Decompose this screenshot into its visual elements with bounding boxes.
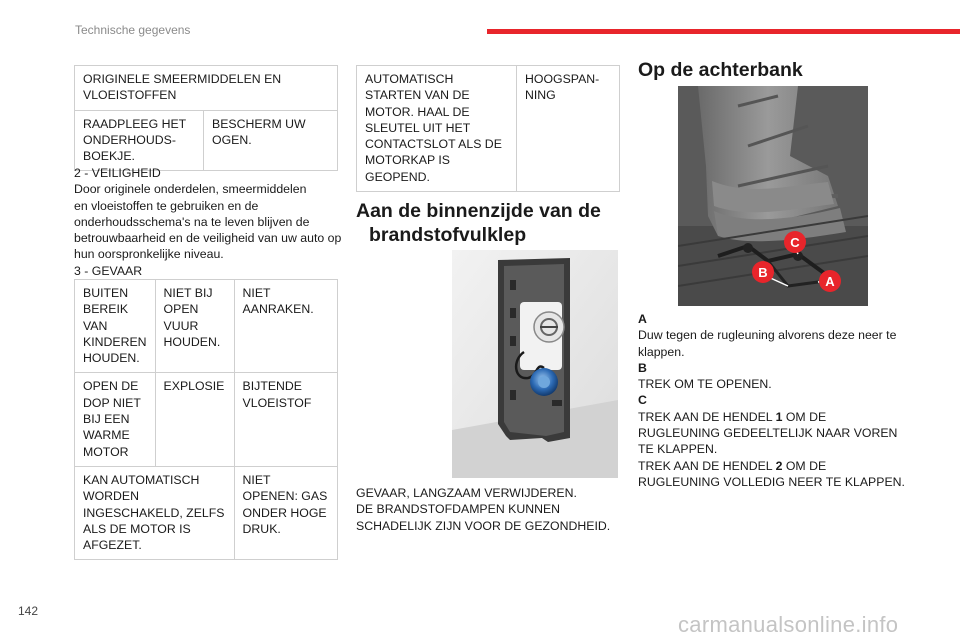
caption-line: DE BRANDSTOFDAMPEN KUNNEN [356, 502, 561, 517]
item-letter: C [638, 393, 647, 408]
lever-number: 1 [775, 409, 783, 424]
rear-seat-instructions [638, 311, 908, 490]
callout-a-label: A [825, 274, 835, 289]
header-accent-bar [487, 29, 960, 34]
rear-seat-svg [678, 86, 868, 306]
fuel-flap-illustration [452, 250, 618, 478]
lever-number: 2 [775, 458, 783, 473]
table-cell: NIET BIJ OPEN VUUR HOUDEN. [155, 280, 234, 373]
paragraph-line: onderhoudsschema's na te leven blijven de [74, 214, 310, 229]
page-number: 142 [18, 604, 39, 618]
table-cell: AUTOMATISCH STARTEN VAN DE MOTOR. HAAL DE SLEUTEL UIT HET CONTACTSLOT ALS DE MOTORKAP IS GEOPEND. [357, 66, 517, 192]
fuel-flap-svg [452, 250, 618, 478]
table-cell: NIET OPENEN: GAS ONDER HOGE DRUK. [234, 466, 337, 559]
paragraph-line: 3 - GEVAAR [74, 263, 143, 278]
section-header: Technische gegevens [75, 23, 191, 37]
item-text: OM DE [782, 458, 827, 473]
table-cell: BIJTENDE VLOEISTOF [234, 373, 337, 466]
table-cell: BUITEN BEREIK VAN KINDEREN HOUDEN. [75, 280, 156, 373]
item-letter: A [638, 312, 647, 326]
paragraph-line: 2 - VEILIGHEID [74, 166, 161, 180]
paragraph-line: hun oorspronkelijke niveau. [74, 247, 224, 262]
rear-seat-heading: Op de achterbank [638, 59, 803, 81]
paragraph-line: en vloeistoffen te gebruiken en de [74, 198, 259, 213]
paragraph-line: Door originele onderdelen, smeermiddelen [74, 182, 307, 197]
item-text: TREK AAN DE HENDEL [638, 409, 776, 424]
safety-paragraph [74, 165, 344, 279]
item-line: Duw tegen de rugleuning alvorens deze neer te [638, 328, 897, 343]
caption-line: GEVAAR, LANGZAAM VERWIJDEREN. [356, 486, 577, 500]
item-text: TREK AAN DE HENDEL [638, 458, 776, 473]
table-cell: NIET AANRAKEN. [234, 280, 337, 373]
engine-warning-table [356, 65, 620, 192]
item-line: RUGLEUNING GEDEELTELIJK NAAR VOREN [638, 426, 898, 441]
table-cell: HOOGSPAN-NING [517, 66, 620, 192]
item-letter: B [638, 360, 647, 375]
lubricants-table [74, 65, 338, 171]
caption-line: SCHADELIJK ZIJN VOOR DE GEZONDHEID. [356, 518, 611, 533]
fuel-flap-heading [356, 199, 601, 247]
heading-line: Aan de binnenzijde van de [356, 200, 601, 222]
fuel-warning-caption [356, 485, 626, 534]
callout-b-label: B [758, 265, 768, 280]
item-line: TREK OM TE OPENEN. [638, 377, 772, 392]
callout-c-label: C [790, 235, 800, 250]
item-text: OM DE [782, 409, 827, 424]
table-cell: OPEN DE DOP NIET BIJ EEN WARME MOTOR [75, 373, 156, 466]
table-cell: KAN AUTOMATISCH WORDEN INGESCHAKELD, ZELFS ALS DE MOTOR IS AFGEZET. [75, 466, 235, 559]
table-cell: RAADPLEEG HET ONDERHOUDS-BOEKJE. [75, 110, 204, 171]
item-line: TE KLAPPEN. [638, 442, 718, 457]
table-cell: BESCHERM UW OGEN. [204, 110, 338, 171]
item-line [638, 458, 908, 474]
rear-seat-illustration [678, 86, 868, 306]
table-cell: ORIGINELE SMEERMIDDELEN EN VLOEISTOFFEN [75, 66, 338, 111]
heading-line: brandstofvulklep [369, 224, 527, 246]
item-line: klappen. [638, 344, 685, 359]
table-cell: EXPLOSIE [155, 373, 234, 466]
danger-table [74, 279, 338, 560]
watermark: carmanualsonline.info [678, 612, 899, 637]
item-line [638, 409, 908, 425]
item-line: RUGLEUNING VOLLEDIG NEER TE KLAPPEN. [638, 474, 905, 489]
paragraph-line: betrouwbaarheid en de veiligheid van uw auto op [74, 231, 342, 246]
